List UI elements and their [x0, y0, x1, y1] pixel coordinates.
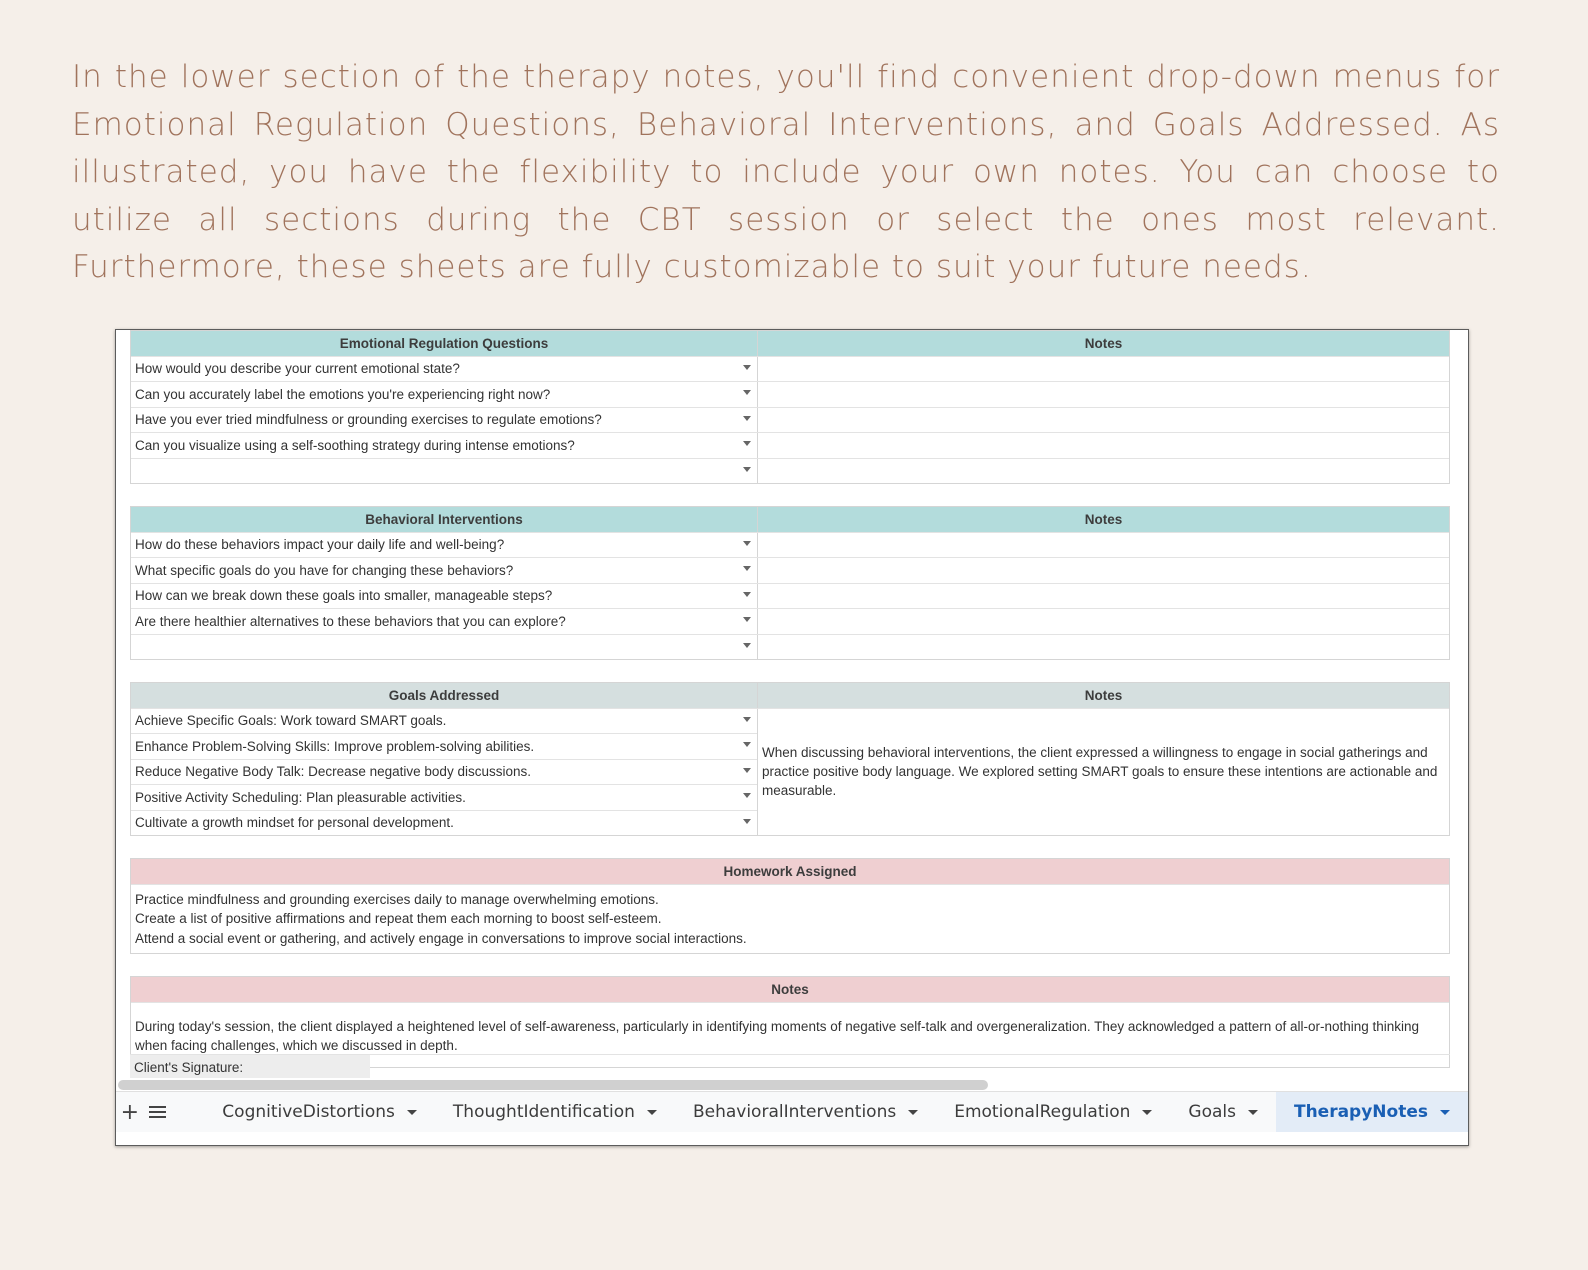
emotional-dropdown-cell[interactable]: [131, 433, 758, 458]
emotional-header-row: [131, 331, 1449, 357]
signature-row: [130, 1054, 1450, 1079]
notes-cell[interactable]: During today's session, the client displayed a heightened level of self-awareness, particularly in identifying moments of negative self-talk and overgeneralization. They acknowledged a pattern of all-or-nothing thinking when facing challenges, which we discussed in depth.: [135, 1018, 1420, 1053]
dropdown-arrow-icon[interactable]: [743, 441, 751, 446]
notes-cell[interactable]: [758, 635, 1449, 660]
cell-text: Positive Activity Scheduling: Plan pleasurable activities.: [135, 789, 466, 805]
notes-cell[interactable]: [758, 584, 1449, 609]
table-row: [131, 785, 757, 811]
tab-label: BehavioralInterventions: [692, 1102, 897, 1122]
tab-cognitive-distortions[interactable]: [204, 1092, 435, 1132]
notes-cell[interactable]: [758, 558, 1449, 583]
homework-line: Create a list of positive affirmations and repeat them each morning to boost self-esteem.: [135, 911, 662, 926]
signature-label: Client's Signature:: [130, 1055, 370, 1079]
behavioral-header: Behavioral Interventions: [131, 507, 758, 532]
notes-cell[interactable]: [758, 382, 1449, 407]
cell-text: Reduce Negative Body Talk: Decrease negative body discussions.: [135, 764, 531, 780]
notes-cell[interactable]: [758, 533, 1449, 558]
emotional-header: Emotional Regulation Questions: [131, 331, 758, 356]
emotional-dropdown-cell[interactable]: [131, 382, 758, 407]
chevron-down-icon[interactable]: [908, 1110, 918, 1115]
goals-notes-header: Notes: [1084, 687, 1123, 703]
notes-cell[interactable]: [758, 459, 1449, 484]
chevron-down-icon[interactable]: [1142, 1110, 1152, 1115]
emotional-dropdown-cell[interactable]: [131, 408, 758, 433]
table-row: [131, 433, 1449, 459]
goals-dropdown-cell[interactable]: [131, 760, 757, 785]
cell-text: Achieve Specific Goals: Work toward SMART goals.: [135, 713, 447, 729]
cell-text: Can you visualize using a self-soothing strategy during intense emotions?: [135, 437, 575, 453]
notes-header: Notes: [131, 977, 1449, 1003]
dropdown-arrow-icon[interactable]: [743, 541, 751, 546]
cell-text: How do these behaviors impact your daily life and well-being?: [135, 537, 505, 553]
tab-behavioral-interventions[interactable]: [675, 1092, 936, 1132]
table-row: [131, 533, 1449, 559]
table-row: [131, 635, 1449, 660]
emotional-dropdown-cell[interactable]: [131, 459, 758, 484]
cell-text: Are there healthier alternatives to these behaviors that you can explore?: [135, 613, 566, 629]
goals-dropdown-cell[interactable]: [131, 811, 757, 836]
table-row: [131, 709, 757, 735]
chevron-down-icon[interactable]: [1440, 1110, 1450, 1115]
table-row: [131, 558, 1449, 584]
add-sheet-icon[interactable]: +: [120, 1099, 140, 1125]
dropdown-arrow-icon[interactable]: [743, 819, 751, 824]
dropdown-arrow-icon[interactable]: [743, 390, 751, 395]
table-row: [131, 734, 757, 760]
goals-header-row: [131, 683, 1449, 709]
dropdown-arrow-icon[interactable]: [743, 768, 751, 773]
tab-label: Goals: [1188, 1102, 1236, 1122]
behavioral-interventions-section: [130, 506, 1450, 660]
behavioral-dropdown-cell[interactable]: [131, 533, 758, 558]
dropdown-arrow-icon[interactable]: [743, 592, 751, 597]
goals-notes-cell[interactable]: When discussing behavioral interventions, the client expressed a willingness to engage in social gatherings and practice positive body language. We explored setting SMART goals to ensure these intentions are actionable and measurable.: [762, 745, 1438, 799]
dropdown-arrow-icon[interactable]: [743, 467, 751, 472]
table-row: [131, 760, 757, 786]
cell-text: What specific goals do you have for changing these behaviors?: [135, 562, 514, 578]
goals-dropdown-cell[interactable]: [131, 734, 757, 759]
chevron-down-icon[interactable]: [407, 1110, 417, 1115]
chevron-down-icon[interactable]: [647, 1110, 657, 1115]
tab-emotional-regulation[interactable]: [936, 1092, 1170, 1132]
tab-label: CognitiveDistortions: [222, 1102, 395, 1122]
dropdown-arrow-icon[interactable]: [743, 566, 751, 571]
dropdown-arrow-icon[interactable]: [743, 717, 751, 722]
notes-cell[interactable]: [758, 408, 1449, 433]
table-row: [131, 357, 1449, 383]
cell-text: How can we break down these goals into smaller, manageable steps?: [135, 588, 553, 604]
goals-list: [131, 709, 758, 836]
notes-cell[interactable]: [758, 609, 1449, 634]
homework-line: Attend a social event or gathering, and actively engage in conversations to improve social interactions.: [135, 930, 747, 946]
horizontal-scrollbar[interactable]: [116, 1078, 1468, 1091]
behavioral-notes-header: Notes: [1084, 511, 1123, 527]
table-row: [131, 382, 1449, 408]
cell-text: Can you accurately label the emotions you're experiencing right now?: [135, 386, 551, 402]
spreadsheet-window: [115, 329, 1469, 1146]
cell-text: Have you ever tried mindfulness or grounding exercises to regulate emotions?: [135, 412, 602, 428]
dropdown-arrow-icon[interactable]: [743, 617, 751, 622]
chevron-down-icon[interactable]: [1248, 1110, 1258, 1115]
tab-label: ThoughtIdentification: [452, 1102, 635, 1122]
notes-cell[interactable]: [758, 433, 1449, 458]
emotional-notes-header: Notes: [1084, 335, 1123, 351]
sheet-tab-bar: [116, 1091, 1468, 1132]
table-row: [131, 408, 1449, 434]
dropdown-arrow-icon[interactable]: [743, 793, 751, 798]
signature-cell[interactable]: [370, 1055, 1450, 1079]
notes-cell[interactable]: [758, 357, 1449, 382]
all-sheets-menu-icon[interactable]: [144, 1106, 172, 1118]
table-row: [131, 459, 1449, 484]
table-row: [131, 811, 757, 836]
dropdown-arrow-icon[interactable]: [743, 416, 751, 421]
goals-body: [131, 709, 1449, 836]
goals-dropdown-cell[interactable]: [131, 709, 757, 734]
tab-label: EmotionalRegulation: [954, 1102, 1131, 1122]
behavioral-header-row: [131, 507, 1449, 533]
goals-addressed-section: [130, 682, 1450, 836]
behavioral-dropdown-cell[interactable]: [131, 584, 758, 609]
dropdown-arrow-icon[interactable]: [743, 365, 751, 370]
homework-line: Practice mindfulness and grounding exercises daily to manage overwhelming emotions.: [135, 891, 659, 907]
sheet-grid: [130, 330, 1450, 1090]
tab-goals[interactable]: [1170, 1092, 1276, 1132]
cell-text: How would you describe your current emotional state?: [135, 361, 460, 377]
table-row: [131, 584, 1449, 610]
homework-header: Homework Assigned: [131, 859, 1449, 885]
homework-cell[interactable]: [131, 885, 1449, 954]
behavioral-dropdown-cell[interactable]: [131, 635, 758, 660]
dropdown-arrow-icon[interactable]: [743, 643, 751, 648]
emotional-dropdown-cell[interactable]: [131, 357, 758, 382]
tab-therapy-notes[interactable]: [1276, 1092, 1468, 1132]
behavioral-dropdown-cell[interactable]: [131, 609, 758, 634]
tab-thought-identification[interactable]: [435, 1092, 675, 1132]
cell-text: Cultivate a growth mindset for personal development.: [135, 815, 454, 831]
dropdown-arrow-icon[interactable]: [743, 742, 751, 747]
homework-section: [130, 858, 1450, 954]
emotional-regulation-section: [130, 330, 1450, 484]
goals-dropdown-cell[interactable]: [131, 785, 757, 810]
intro-paragraph: In the lower section of the therapy notes, you'll find convenient drop-down menus for Emotional Regulation Questions, Behavioral Interventions, and Goals Addressed. As illustrated, you have the flexibility to include your own notes. You can choose to utilize all sections during the CBT session or select the ones most relevant. Furthermore, these sheets are fully customizable to suit your future needs.: [72, 59, 1500, 285]
behavioral-dropdown-cell[interactable]: [131, 558, 758, 583]
scrollbar-thumb[interactable]: [118, 1080, 988, 1090]
table-row: [131, 609, 1449, 635]
cell-text: Enhance Problem-Solving Skills: Improve problem-solving abilities.: [135, 738, 535, 754]
goals-header: Goals Addressed: [131, 683, 758, 708]
tab-label: TherapyNotes: [1293, 1102, 1428, 1122]
